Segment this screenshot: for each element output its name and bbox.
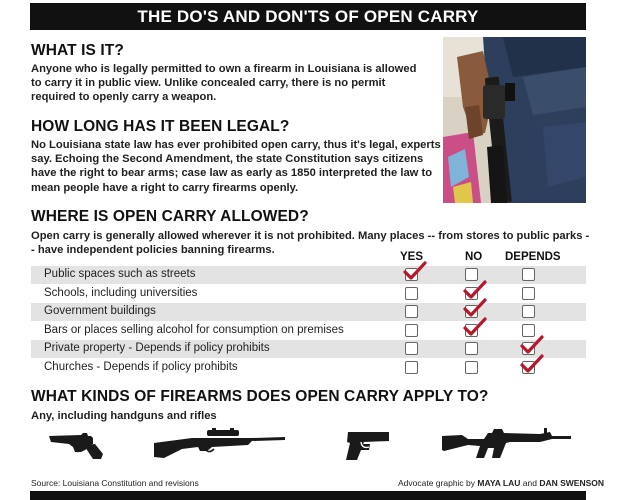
- check-mark-icon: [520, 354, 544, 373]
- table-row: [31, 322, 586, 340]
- revolver-icon: [47, 430, 107, 460]
- paragraph-what-is-it: Anyone who is legally permitted to own a firearm in Louisiana is allowed to carry it in public view. Unlike concealed carry, there is no permit required to openly carry a weapon.: [31, 63, 417, 104]
- check-mark-icon: [463, 280, 487, 299]
- photo-man-with-rifle: [443, 37, 586, 203]
- source-note: Source: Louisiana Constitution and revisions: [31, 478, 199, 488]
- assault-rifle-icon: [440, 424, 572, 462]
- table-row: [31, 303, 586, 321]
- table-row: [31, 285, 586, 303]
- checkbox-yes: [405, 287, 418, 300]
- bottom-rule: [30, 491, 586, 500]
- paragraph-kinds-of-firearms: Any, including handguns and rifles: [31, 410, 217, 422]
- heading-what-is-it: WHAT IS IT?: [31, 42, 124, 59]
- check-mark-icon: [520, 335, 544, 354]
- checkbox-no: [465, 342, 478, 355]
- row-label: Churches - Depends if policy prohibits: [44, 360, 238, 373]
- title-banner: [30, 3, 586, 30]
- paragraph-how-long-legal: No Louisiana state law has ever prohibited open carry, thus it's legal, experts say. Echoing the Second Amendment, the state Constitution says citizens have the right to bear arms; case law as early as 1850 interpreted the law to mean people have a right to carry firearms openly.: [31, 139, 441, 194]
- row-label: Private property - Depends if policy prohibits: [44, 342, 270, 354]
- column-header-yes: YES: [400, 251, 424, 263]
- column-header-no: NO: [465, 251, 483, 263]
- credit-prefix: Advocate graphic by: [398, 478, 476, 488]
- page-title: THE DO'S AND DON'TS OF OPEN CARRY: [137, 7, 479, 26]
- pistol-icon: [344, 430, 390, 461]
- row-label: Public spaces such as streets: [44, 268, 196, 280]
- table-row: [31, 266, 586, 284]
- column-header-depends: DEPENDS: [505, 251, 561, 263]
- credit-name-2: DAN SWENSON: [539, 478, 605, 488]
- checkbox-depends: [522, 305, 535, 318]
- check-mark-icon: [463, 317, 487, 336]
- checkbox-yes: [405, 342, 418, 355]
- credit-and: and: [522, 478, 537, 488]
- table-row: [31, 340, 586, 358]
- checkbox-depends: [522, 287, 535, 300]
- check-mark-icon: [403, 261, 427, 280]
- table-row: [31, 359, 586, 377]
- paragraph-where-allowed: Open carry is generally allowed wherever it is not prohibited. Many places -- from stores to public parks -- have independent policies banning firearms.: [31, 230, 590, 257]
- photo-illustration: [443, 37, 586, 203]
- row-label: Bars or places selling alcohol for consumption on premises: [44, 323, 344, 336]
- graphic-credit: [398, 478, 604, 488]
- checkbox-yes: [405, 324, 418, 337]
- checkbox-no: [465, 361, 478, 374]
- check-mark-icon: [463, 298, 487, 317]
- heading-kinds-of-firearms: WHAT KINDS OF FIREARMS DOES OPEN CARRY APPLY TO?: [31, 388, 489, 405]
- heading-where-allowed: WHERE IS OPEN CARRY ALLOWED?: [31, 208, 309, 225]
- checkbox-yes: [405, 361, 418, 374]
- row-label: Government buildings: [44, 305, 156, 317]
- rifle-icon: [152, 427, 287, 459]
- row-label: Schools, including universities: [44, 286, 198, 299]
- checkbox-yes: [405, 305, 418, 318]
- credit-name-1: MAYA LAU: [477, 478, 521, 488]
- checkbox-depends: [522, 268, 535, 281]
- heading-how-long-legal: HOW LONG HAS IT BEEN LEGAL?: [31, 118, 290, 135]
